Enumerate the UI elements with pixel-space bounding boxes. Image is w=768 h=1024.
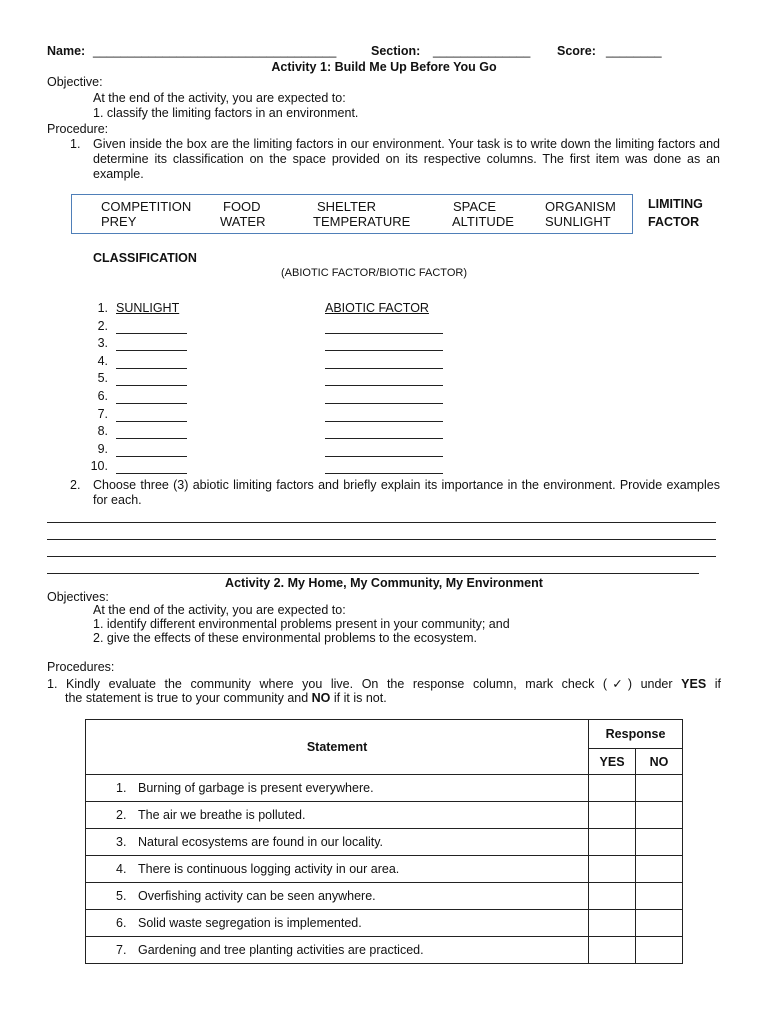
- statement-cell: [86, 883, 589, 910]
- no-word: NO: [311, 691, 331, 705]
- statement-cell: [86, 856, 589, 883]
- answer-line-2[interactable]: [47, 539, 716, 540]
- yes-response-cell[interactable]: [589, 802, 636, 829]
- procedure-label: Procedure:: [47, 122, 109, 136]
- objective-2: 2. give the effects of these environmental problems to the ecosystem.: [93, 631, 478, 645]
- table-row: [86, 802, 683, 829]
- section-field[interactable]: ______________: [433, 44, 531, 58]
- activity2-title: Activity 2. My Home, My Community, My Environment: [225, 576, 543, 590]
- statement-cell: [86, 775, 589, 802]
- yes-response-cell[interactable]: [589, 856, 636, 883]
- no-response-cell[interactable]: [636, 883, 683, 910]
- answer-row: [0, 442, 768, 459]
- instruction-line-2: the statement is true to your community and NO if it is not.: [65, 691, 387, 705]
- statement-number: 3.: [116, 835, 127, 849]
- classification-answer-field[interactable]: [325, 459, 443, 474]
- answer-row: [0, 424, 768, 441]
- statement-number: 6.: [116, 916, 127, 930]
- step1-number: 1.: [70, 137, 81, 151]
- yes-response-cell[interactable]: [589, 883, 636, 910]
- statement-cell: [86, 937, 589, 964]
- yes-response-cell[interactable]: [589, 775, 636, 802]
- no-response-cell[interactable]: [636, 856, 683, 883]
- step1-text: Given inside the box are the limiting factors in our environment. Your task is to write down the limiting factors and determine its classification on the space provided on its respective columns. The first item was done as an example.: [93, 137, 720, 181]
- factor-answer-field[interactable]: [116, 319, 187, 334]
- classification-hint: (ABIOTIC FACTOR/BIOTIC FACTOR): [281, 267, 467, 279]
- objective-item: 1. classify the limiting factors in an environment.: [93, 106, 359, 120]
- statement-text: Overfishing activity can be seen anywhere.: [138, 889, 376, 903]
- objective-intro: At the end of the activity, you are expected to:: [93, 91, 346, 105]
- statement-header: Statement: [86, 720, 589, 775]
- step2-number: 2.: [70, 478, 81, 492]
- table-row: [86, 829, 683, 856]
- statement-cell: [86, 910, 589, 937]
- answer-number: 8.: [97, 424, 108, 438]
- factor-competition: COMPETITION: [101, 199, 192, 214]
- classification-answer-field[interactable]: [325, 424, 443, 439]
- factor-prey: PREY: [101, 214, 137, 229]
- section-label: Section:: [371, 44, 421, 58]
- no-response-cell[interactable]: [636, 775, 683, 802]
- answer-number: 9.: [97, 442, 108, 456]
- yes-response-cell[interactable]: [589, 829, 636, 856]
- answer-number: 2.: [97, 319, 108, 333]
- check-mark-icon: ✓: [607, 677, 628, 691]
- answer-number: 6.: [97, 389, 108, 403]
- statement-text: Gardening and tree planting activities are practiced.: [138, 943, 424, 957]
- name-label: Name:: [47, 44, 86, 58]
- name-field[interactable]: ___________________________________: [93, 44, 337, 58]
- no-response-cell[interactable]: [636, 829, 683, 856]
- answer-number: 4.: [97, 354, 108, 368]
- statement-number: 7.: [116, 943, 127, 957]
- step2-text: Choose three (3) abiotic limiting factors and briefly explain its importance in the environment. Provide examples for each.: [93, 478, 720, 507]
- score-field[interactable]: ________: [606, 44, 662, 58]
- answer-line-4[interactable]: [47, 573, 699, 574]
- factor-answer-field[interactable]: [116, 371, 187, 386]
- yes-response-cell[interactable]: [589, 910, 636, 937]
- limiting-factors-box: [71, 194, 633, 234]
- factor-organism: ORGANISM: [545, 199, 616, 214]
- factor-answer-field[interactable]: [116, 354, 187, 369]
- answer-row: [0, 389, 768, 406]
- no-response-cell[interactable]: [636, 802, 683, 829]
- answer-number: 1.: [97, 301, 108, 315]
- factor-answer-field[interactable]: [116, 424, 187, 439]
- table-row: [86, 883, 683, 910]
- classification-answer-field[interactable]: [325, 389, 443, 404]
- answer-line-3[interactable]: [47, 556, 716, 557]
- factor-shelter: SHELTER: [317, 199, 376, 214]
- factor-answer-field[interactable]: [116, 459, 187, 474]
- factor-space: SPACE: [453, 199, 497, 214]
- answer-row: [0, 354, 768, 371]
- statement-number: 1.: [116, 781, 127, 795]
- answer-row: [0, 371, 768, 388]
- no-response-cell[interactable]: [636, 910, 683, 937]
- classification-answer-field[interactable]: [325, 442, 443, 457]
- factor-altitude: ALTITUDE: [452, 214, 514, 229]
- factor-answer-field[interactable]: SUNLIGHT: [116, 301, 180, 315]
- classification-answer-field[interactable]: [325, 354, 443, 369]
- response-header: Response: [589, 720, 683, 749]
- answer-number: 10.: [90, 459, 108, 473]
- statement-number: 2.: [116, 808, 127, 822]
- classification-answer-field[interactable]: [325, 319, 443, 334]
- factor-sunlight: SUNLIGHT: [545, 214, 611, 229]
- activity1-title: Activity 1: Build Me Up Before You Go: [271, 60, 497, 74]
- survey-table: [85, 719, 683, 964]
- answer-row: [0, 319, 768, 336]
- statement-number: 4.: [116, 862, 127, 876]
- table-row: [86, 937, 683, 964]
- statement-number: 5.: [116, 889, 127, 903]
- no-response-cell[interactable]: [636, 937, 683, 964]
- statement-text: Solid waste segregation is implemented.: [138, 916, 362, 930]
- factor-answer-field[interactable]: [116, 336, 187, 351]
- answer-row: [0, 407, 768, 424]
- classification-answer-field[interactable]: [325, 371, 443, 386]
- answer-number: 7.: [97, 407, 108, 421]
- no-header: NO: [636, 749, 683, 775]
- score-label: Score:: [557, 44, 596, 58]
- factor-food: FOOD: [223, 199, 261, 214]
- factor-water: WATER: [220, 214, 266, 229]
- answer-row: [0, 459, 768, 476]
- instruction-line-1: 1. Kindly evaluate the community where you live. On the response column, mark check (✓) under YES if: [47, 677, 721, 691]
- yes-word: YES: [681, 677, 707, 691]
- factor-answer-field[interactable]: [116, 407, 187, 422]
- yes-header: YES: [589, 749, 636, 775]
- classification-answer-field[interactable]: [325, 336, 443, 351]
- statement-text: Natural ecosystems are found in our locality.: [138, 835, 384, 849]
- classification-answer-field[interactable]: ABIOTIC FACTOR: [325, 301, 429, 315]
- classification-label: CLASSIFICATION: [93, 251, 197, 265]
- statement-text: Burning of garbage is present everywhere.: [138, 781, 374, 795]
- answer-number: 5.: [97, 371, 108, 385]
- factor-answer-field[interactable]: [116, 442, 187, 457]
- objectives-intro: At the end of the activity, you are expected to:: [93, 603, 346, 617]
- answer-number: 3.: [97, 336, 108, 350]
- answer-row: [0, 336, 768, 353]
- statement-cell: [86, 802, 589, 829]
- table-row: [86, 910, 683, 937]
- classification-answer-field[interactable]: [325, 407, 443, 422]
- procedures-label: Procedures:: [47, 660, 115, 674]
- box-label-limiting: LIMITING: [648, 197, 703, 211]
- answer-row: [0, 301, 768, 318]
- statement-text: The air we breathe is polluted.: [138, 808, 306, 822]
- table-row: [86, 775, 683, 802]
- objectives-label: Objectives:: [47, 590, 109, 604]
- objective-1: 1. identify different environmental problems present in your community; and: [93, 617, 510, 631]
- yes-response-cell[interactable]: [589, 937, 636, 964]
- box-label-factor: FACTOR: [648, 215, 700, 229]
- factor-answer-field[interactable]: [116, 389, 187, 404]
- table-row: [86, 856, 683, 883]
- statement-text: There is continuous logging activity in our area.: [138, 862, 400, 876]
- answer-line-1[interactable]: [47, 522, 716, 523]
- objective-label: Objective:: [47, 75, 103, 89]
- factor-temperature: TEMPERATURE: [313, 214, 411, 229]
- statement-cell: [86, 829, 589, 856]
